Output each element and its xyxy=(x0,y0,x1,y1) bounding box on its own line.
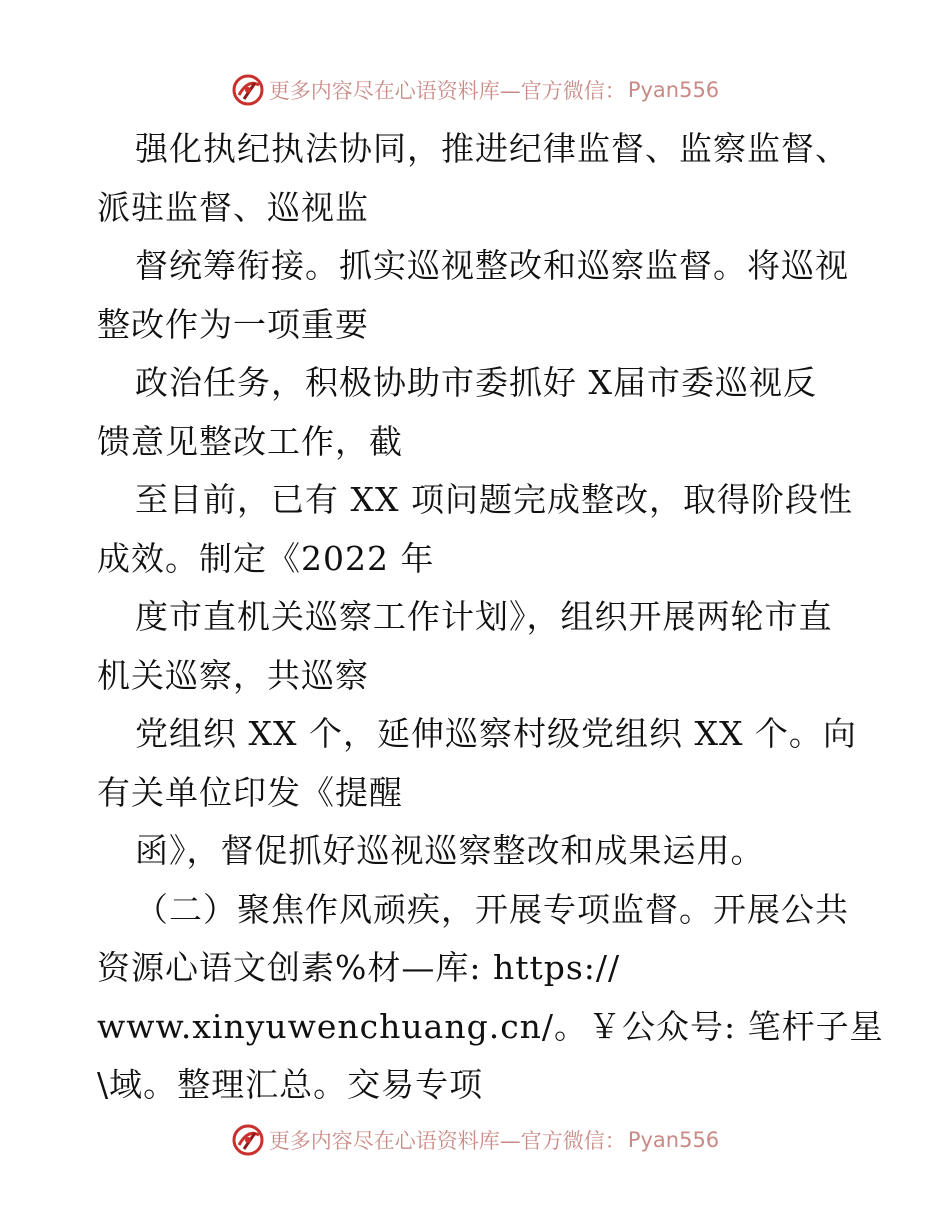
header-watermark-text: 更多内容尽在心语资料库—官方微信： xyxy=(268,79,626,103)
logo-icon xyxy=(231,1123,265,1157)
text-line: www.xinyuwenchuang.cn/。￥公众号: 笔杆子星 xyxy=(97,1006,884,1046)
text-line: 度市直机关巡察工作计划》，组织开展两轮市直 xyxy=(135,597,833,636)
text-line: 督统筹衔接。抓实巡视整改和巡察监督。将巡视 xyxy=(135,246,849,285)
text-line: （二）聚焦作风顽疾，开展专项监督。开展公共 xyxy=(135,889,849,929)
footer-watermark xyxy=(0,1120,950,1160)
document-body xyxy=(97,120,884,1115)
text-line: 至目前，已有 XX 项问题完成整改，取得阶段性 xyxy=(135,480,853,519)
text-line: 政治任务，积极协助市委抓好 X届市委巡视反 xyxy=(135,363,817,402)
text-line: 整改作为一项重要 xyxy=(97,304,369,344)
text-line: 馈意见整改工作，截 xyxy=(97,421,403,461)
text-line: 派驻监督、巡视监 xyxy=(97,187,369,227)
text-line: 强化执纪执法协同，推进纪律监督、监察监督、 xyxy=(135,129,849,168)
text-line: 资源心语文创素%材—库: https:// xyxy=(97,948,621,987)
header-watermark xyxy=(0,70,950,110)
text-line: 党组织 XX 个，延伸巡察村级党组织 XX 个。向 xyxy=(135,714,857,753)
text-line: 成效。制定《2022 年 xyxy=(97,538,435,578)
header-watermark-id: Pyan556 xyxy=(627,78,720,102)
text-line: 函》，督促抓好巡视巡察整改和成果运用。 xyxy=(135,831,765,870)
text-line: 机关巡察，共巡察 xyxy=(97,655,369,695)
text-line: 有关单位印发《提醒 xyxy=(97,772,403,812)
text-line: \域。整理汇总。交易专项 xyxy=(97,1065,484,1104)
footer-watermark-id: Pyan556 xyxy=(627,1128,720,1152)
footer-watermark-text: 更多内容尽在心语资料库—官方微信： xyxy=(268,1129,626,1153)
logo-icon xyxy=(231,73,265,107)
